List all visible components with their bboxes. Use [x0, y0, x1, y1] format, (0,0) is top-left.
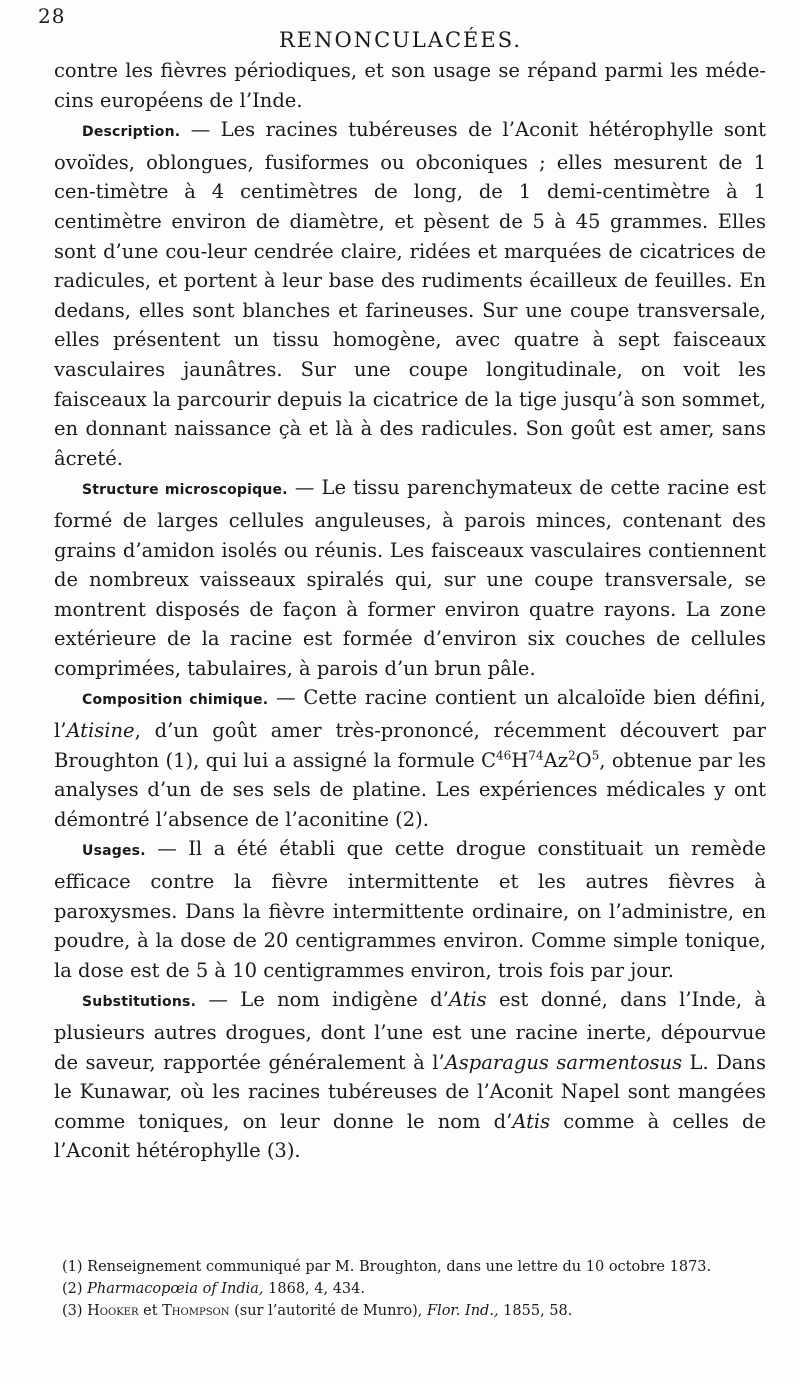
footnote-2 — [62, 1278, 762, 1300]
footnote-2-rest: 1868, 4, 434. — [263, 1281, 365, 1297]
footnote-3-title: Flor. Ind., — [427, 1303, 499, 1319]
substitutions-text-d: comme à celles de l’Aconit hétérophylle (3). — [54, 1109, 766, 1163]
usages-paragraph — [54, 834, 766, 985]
footnote-2-title: Pharmacopœia of India, — [87, 1281, 264, 1297]
footnote-2-prefix: (2) — [62, 1281, 88, 1297]
running-head: RENONCULACÉES. — [278, 28, 523, 52]
substitutions-paragraph — [54, 985, 766, 1166]
structure-paragraph — [54, 473, 766, 683]
composition-paragraph — [54, 683, 766, 834]
footnote-3-author-1: Hooker — [87, 1303, 139, 1319]
footnote-3-author-2: Thompson — [162, 1303, 230, 1319]
structure-rubric: Structure microscopique. — [82, 482, 288, 499]
usages-rubric: Usages. — [82, 843, 146, 860]
atisine-term: Atisine — [66, 719, 135, 743]
structure-text: — Le tissu parenchymateux de cette racine est formé de larges cellules anguleuses, à parois minces, contenant des grains d’amidon isolés ou réunis. Les faisceaux vasculaires contiennent de nombreux vaisseaux spiralés qui, sur une coupe transversale, se montrent disposés de façon à former environ quatre rayons. La zone extérieure de la racine est formée d’environ six couches de cellules comprimées, tabulaires, à parois d’un brun pâle. — [54, 476, 766, 680]
composition-text-a: — Cette racine contient un alcaloïde bien défini, l’ — [54, 686, 767, 743]
description-rubric: Description. — [82, 124, 181, 141]
description-paragraph — [54, 115, 766, 473]
substitutions-text-a: — Le nom indigène d’ — [196, 988, 449, 1012]
composition-rubric: Composition chimique. — [82, 692, 269, 709]
substitutions-text-b: est donné, dans l’Inde, à plusieurs autres drogues, dont l’une est une racine inerte, dépourvue de saveur, rapportée généralement à l’ — [54, 988, 766, 1074]
intro-paragraph — [54, 56, 766, 115]
footnotes — [62, 1256, 762, 1322]
footnote-3-mid: (sur l’autorité de Munro), — [229, 1303, 427, 1319]
substitutions-rubric: Substitutions. — [82, 994, 197, 1011]
intro-text: contre les fièvres périodiques, et son usage se répand parmi les méde-cins européens de l’Inde. — [54, 59, 766, 112]
atis-term-2: Atis — [512, 1109, 551, 1133]
footnote-3-and: et — [138, 1303, 163, 1319]
footnote-3 — [62, 1300, 762, 1322]
composition-text-f: , obtenue par les analyses d’un de ses sels de platine. Les expériences médicales y ont démontré l’absence de l’aconitine (2). — [54, 748, 766, 831]
atis-term-1: Atis — [448, 988, 487, 1012]
footnote-3-prefix: (3) — [62, 1303, 88, 1319]
formula-sup-h: 74 — [528, 748, 544, 763]
footnote-1 — [62, 1256, 762, 1278]
substitutions-text-c: L. Dans le Kunawar, où les racines tubéreuses de l’Aconit Napel sont mangées comme toniques, on leur donne le nom d’ — [54, 1050, 766, 1133]
asparagus-term: Asparagus sarmentosus — [444, 1050, 683, 1074]
composition-text-c: H — [511, 748, 529, 772]
page-number: 28 — [38, 4, 66, 28]
description-text: — Les racines tubéreuses de l’Aconit hétérophylle sont ovoïdes, oblongues, fusiformes ou obconiques ; elles mesurent de 1 cen-timètre à 4 centimètres de long, de 1 demi-centimètre à 1 centimètre environ de diamètre, et pèsent de 5 à 45 grammes. Elles sont d’une cou-leur cendrée claire, ridées et marquées de cicatrices de radicules, et portent à leur base des rudiments écailleux de feuilles. En dedans, elles sont blanches et farineuses. Sur une coupe transversale, elles présentent un tissu homogène, avec quatre à sept faisceaux vasculaires jaunâtres. Sur une coupe longitudinale, on voit les faisceaux la parcourir depuis la cicatrice de la tige jusqu’à son sommet, en donnant naissance çà et là à des radicules. Son goût est amer, sans âcreté. — [54, 118, 766, 470]
composition-text-e: O — [575, 748, 592, 772]
usages-text: — Il a été établi que cette drogue constituait un remède efficace contre la fièvre intermittente et les autres fièvres à paroxysmes. Dans la fièvre intermittente ordinaire, on l’administre, en poudre, à la dose de 20 centigrammes environ. Comme simple tonique, la dose est de 5 à 10 centigrammes environ, trois fois par jour. — [54, 837, 766, 982]
composition-text-b: , d’un goût amer très-prononcé, récemment découvert par Broughton (1), qui lui a assigné la formule C — [54, 719, 766, 772]
formula-sup-az: 2 — [567, 748, 576, 763]
body-text — [54, 56, 766, 1166]
formula-sup-c: 46 — [496, 748, 512, 763]
composition-text-d: Az — [543, 748, 568, 772]
footnote-3-rest: 1855, 58. — [498, 1303, 573, 1319]
formula-sup-o: 5 — [591, 748, 600, 763]
footnote-1-text: (1) Renseignement communiqué par M. Broughton, dans une lettre du 10 octobre 1873. — [62, 1259, 712, 1275]
